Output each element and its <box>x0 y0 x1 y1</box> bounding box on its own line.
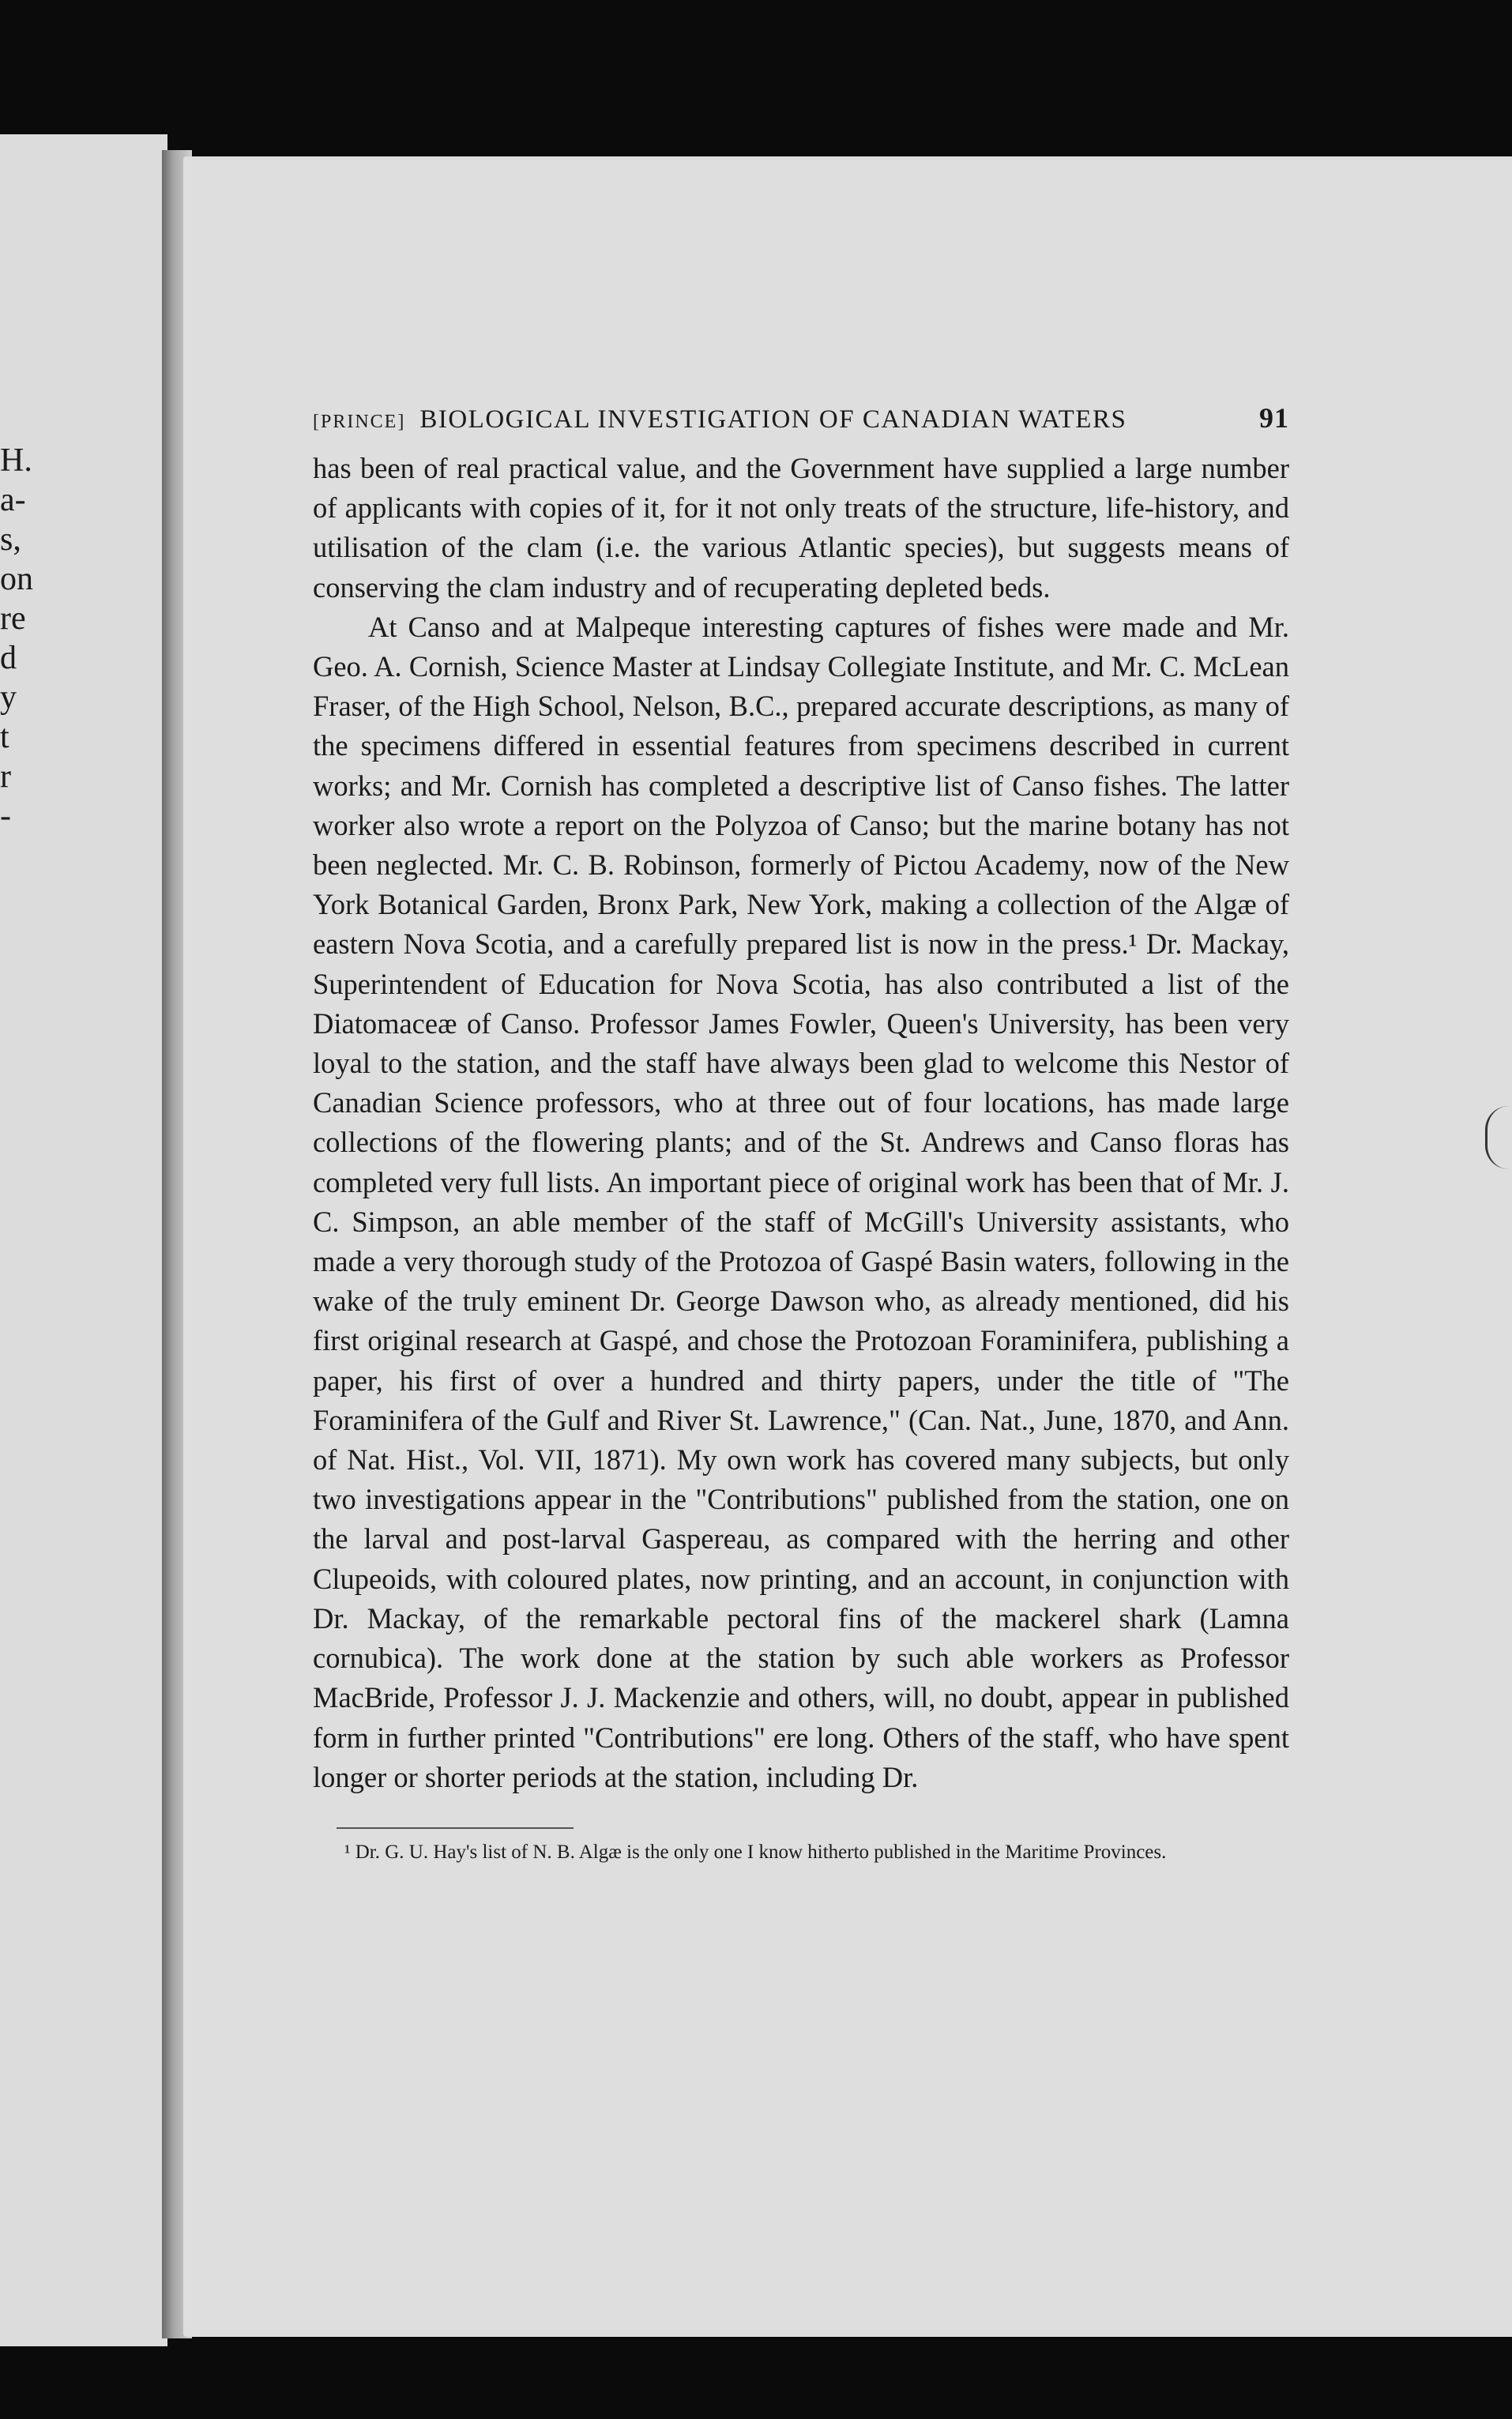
prev-page-fragment: y <box>0 679 17 716</box>
paragraph: has been of real practical value, and the Government have supplied a large number of applicants with copies of it, for it not only treats of the structure, life-history, and utilisation of the clam (i.e. the various Atlantic species), but suggests means of conserving the clam industry and of recuperating depleted beds. <box>313 452 1289 604</box>
prev-page-fragment: t <box>0 719 9 755</box>
page-curl-mark <box>1485 1106 1512 1169</box>
prev-page-fragment: r <box>0 758 11 795</box>
body-text <box>313 449 1289 1797</box>
page-number: 91 <box>1259 402 1289 434</box>
prev-page-fragment: a- <box>0 482 26 518</box>
prev-page-fragment: re <box>0 600 26 637</box>
footnote-rule <box>337 1827 574 1829</box>
prev-page-fragment: H. <box>0 442 32 479</box>
previous-page-edge <box>0 134 167 2346</box>
prev-page-fragment: s, <box>0 521 21 558</box>
footnote: ¹ Dr. G. U. Hay's list of N. B. Algæ is the only one I know hitherto published in the Maritime Provinces. <box>344 1841 1167 1863</box>
paragraph: At Canso and at Malpeque interesting captures of fishes were made and Mr. Geo. A. Cornish, Science Master at Lindsay Collegiate Institute, and Mr. C. McLean Fraser, of the High School, Nelson, B.C., prepared accurate descriptions, as many of the specimens differed in essential features from specimens described in current works; and Mr. Cornish has completed a descriptive list of Canso fishes. The latter worker also wrote a report on the Polyzoa of Canso; but the marine botany has not been neglected. Mr. C. B. Robinson, formerly of Pictou Academy, now of the New York Botanical Garden, Bronx Park, New York, making a collection of the Algæ of eastern Nova Scotia, and a carefully prepared list is now in the press.¹ Dr. Mackay, Superintendent of Education for Nova Scotia, has also contributed a list of the Diatomaceæ of Canso. Professor James Fowler, Queen's University, has been very loyal to the station, and the staff have always been glad to welcome this Nestor of Canadian Science professors, who at three out of four locations, has made large collections of the flowering plants; and of the St. Andrews and Canso floras has completed very full lists. An important piece of original work has been that of Mr. J. C. Simpson, an able member of the staff of McGill's University assistants, who made a very thorough study of the Protozoa of Gaspé Basin waters, following in the wake of the truly eminent Dr. George Dawson who, as already mentioned, did his first original research at Gaspé, and chose the Protozoan Foraminifera, publishing a paper, his first of over a hundred and thirty papers, under the title of "The Foraminifera of the Gulf and River St. Lawrence," (Can. Nat., June, 1870, and Ann. of Nat. Hist., Vol. VII, 1871). My own work has covered many subjects, but only two investigations appear in the "Contributions" published from the station, one on the larval and post-larval Gaspereau, as compared with the herring and other Clupeoids, with coloured plates, now printing, and an account, in conjunction with Dr. Mackay, of the remarkable pectoral fins of the mackerel shark (Lamna cornubica). The work done at the station by such able workers as Professor MacBride, Professor J. J. Mackenzie and others, will, no doubt, appear in published form in further printed "Contributions" ere long. Others of the staff, who have spent longer or shorter periods at the station, including Dr. <box>313 610 1289 1793</box>
page-content <box>313 401 1289 1885</box>
running-head-author: [PRINCE] <box>313 412 406 432</box>
prev-page-fragment: - <box>0 798 11 834</box>
running-head-title: BIOLOGICAL INVESTIGATION OF CANADIAN WATERS <box>419 405 1127 434</box>
prev-page-fragment: d <box>0 640 17 676</box>
running-head <box>313 401 1289 435</box>
prev-page-fragment: on <box>0 561 33 597</box>
